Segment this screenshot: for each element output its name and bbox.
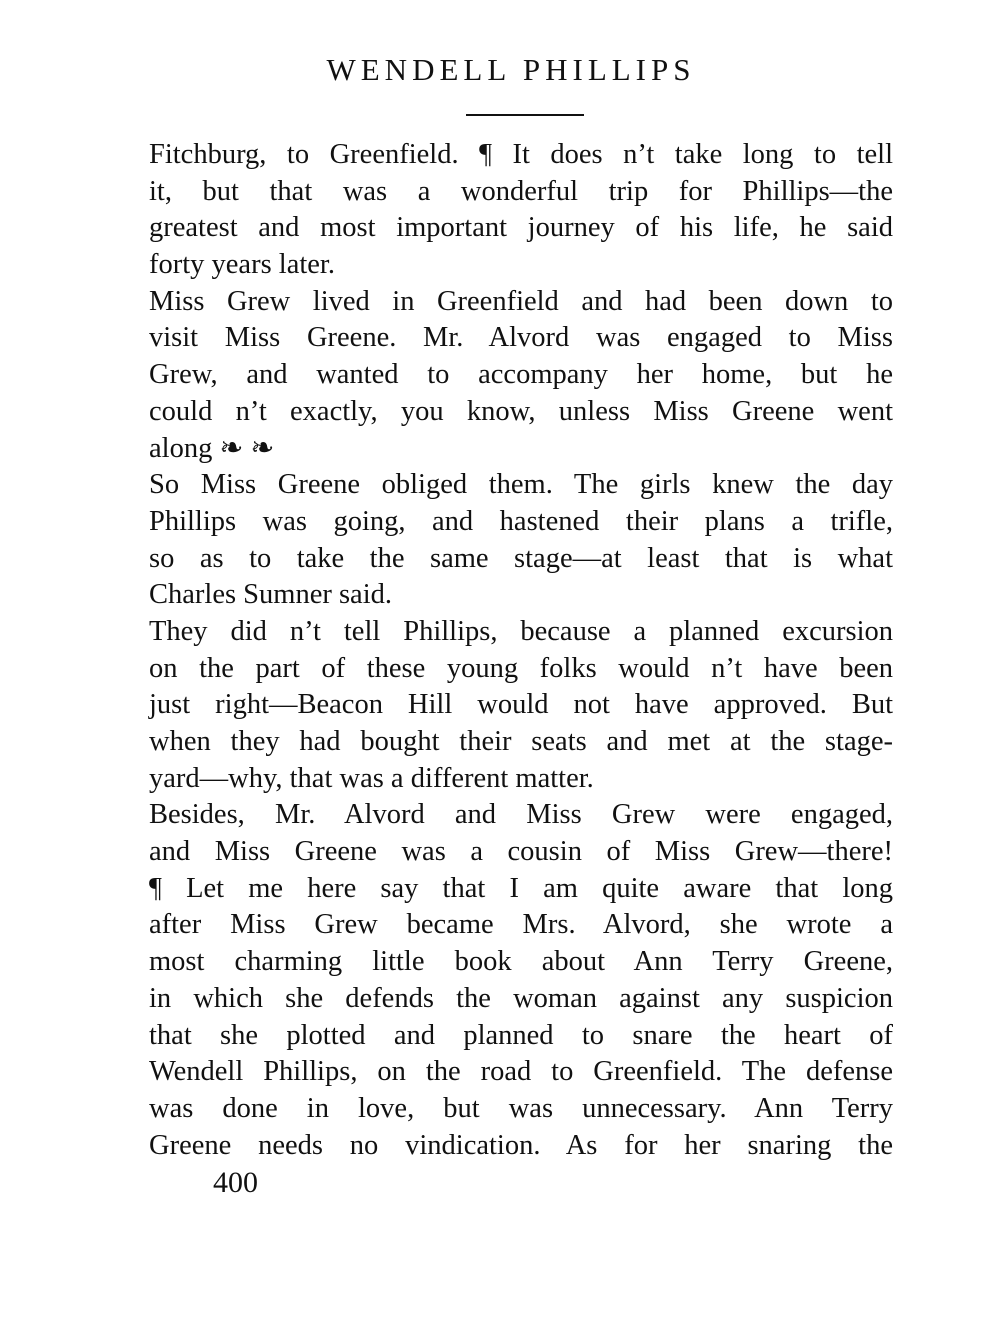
text-line: Phillips was going, and hastened their plans a trifle, (149, 505, 893, 537)
text-line: on the part of these young folks would n’t have been (149, 652, 893, 684)
text-line: yard—why, that was a different matter. (149, 762, 594, 794)
text-line: it, but that was a wonderful trip for Phillips—the (149, 175, 893, 207)
text-line: Wendell Phillips, on the road to Greenfield. The defense (149, 1056, 893, 1088)
text-line: that she plotted and planned to snare the heart of (149, 1019, 893, 1051)
text-line: Besides, Mr. Alvord and Miss Grew were engaged, (149, 799, 893, 831)
page-number: 400 (213, 1166, 258, 1199)
text-line: and Miss Greene was a cousin of Miss Grew—there! (149, 836, 893, 868)
text-line: after Miss Grew became Mrs. Alvord, she wrote a (149, 909, 893, 941)
text-line: greatest and most important journey of his life, he said (149, 212, 893, 244)
text-line: when they had bought their seats and met at the stage- (149, 726, 893, 757)
text-line: along ❧ ❧ (149, 432, 275, 464)
text-line: Miss Grew lived in Greenfield and had been down to (149, 285, 893, 317)
text-line: so as to take the same stage—at least that is what (149, 542, 893, 574)
text-line: could n’t exactly, you know, unless Miss Greene went (149, 395, 893, 427)
running-head: WENDELL PHILLIPS (326, 52, 696, 87)
text-line: Grew, and wanted to accompany her home, but he (149, 359, 893, 391)
text-line: They did n’t tell Phillips, because a planned excursion (149, 615, 893, 647)
text-line: ¶ Let me here say that I am quite aware that long (149, 872, 893, 904)
text-line: visit Miss Greene. Mr. Alvord was engaged to Miss (149, 322, 893, 354)
text-line: forty years later. (149, 249, 335, 281)
body-text (149, 137, 893, 1164)
text-line: Charles Sumner said. (149, 579, 393, 611)
text-line: most charming little book about Ann Terry Greene, (149, 946, 893, 978)
text-line: Greene needs no vindication. As for her snaring the (149, 1129, 893, 1161)
text-line: Fitchburg, to Greenfield. ¶ It does n’t take long to tell (149, 139, 893, 170)
text-line: was done in love, but was unnecessary. Ann Terry (149, 1092, 893, 1124)
text-line: just right—Beacon Hill would not have approved. But (149, 689, 893, 721)
header-rule (466, 114, 584, 116)
text-line: So Miss Greene obliged them. The girls knew the day (149, 469, 893, 501)
text-line: in which she defends the woman against any suspicion (149, 982, 893, 1014)
